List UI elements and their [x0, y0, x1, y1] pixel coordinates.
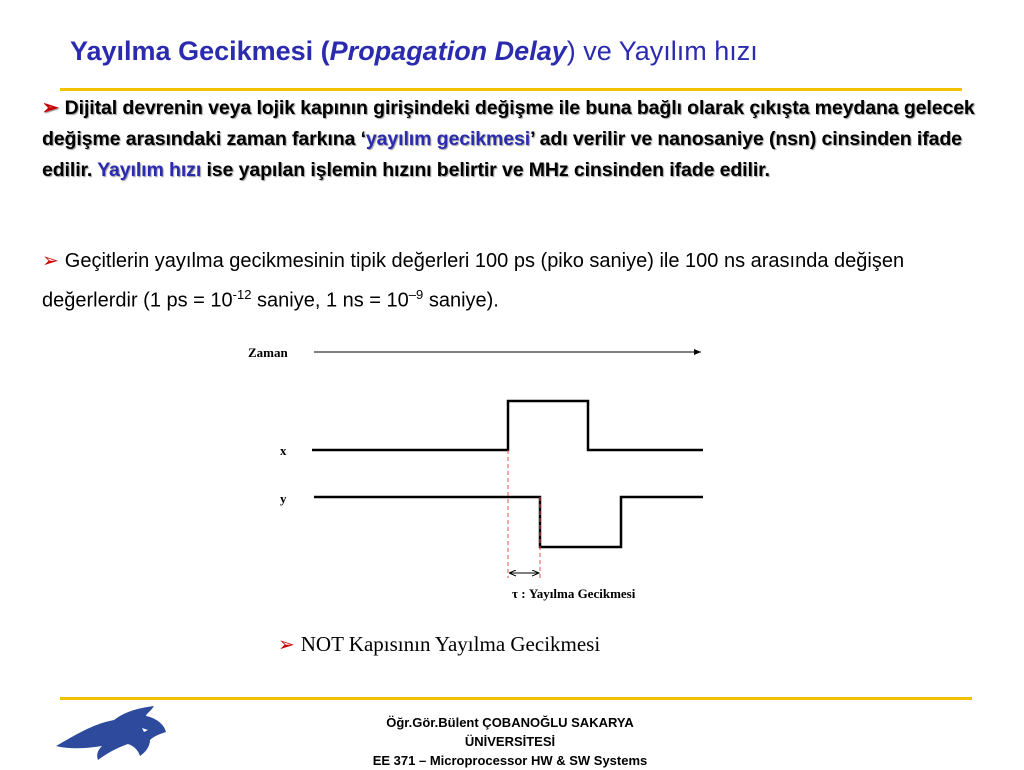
paragraph-2-text-a: Geçitlerin yayılma gecikmesinin tipik değerleri 100 ps (piko saniye) ile 100 ns arasında değişen değerlerdir (1 ps = 10	[42, 250, 905, 312]
tau-label: τ : Yayılma Gecikmesi	[512, 586, 636, 601]
paragraph-1-text-c: ise yapılan işlemin hızını belirtir ve MHz cinsinden ifade edilir.	[201, 159, 770, 181]
paragraph-1-text-b: ’ adı verilir ve nanosaniye (nsn) cinsinden ifade edilir.	[42, 128, 962, 181]
panther-logo-icon	[54, 702, 169, 762]
paragraph-2-sup-b: –9	[408, 287, 424, 302]
bullet-arrow-icon: ➢	[278, 634, 295, 656]
title-part3: )	[566, 36, 576, 66]
time-axis-label: Zaman	[248, 345, 288, 360]
footer-line-1: Öğr.Gör.Bülent ÇOBANOĞLU SAKARYA	[386, 715, 634, 730]
title-part2: Propagation Delay	[329, 36, 567, 66]
paragraph-1-highlight-a: yayılım gecikmesi	[365, 128, 531, 150]
paragraph-1-highlight-b: Yayılım hızı	[97, 159, 202, 181]
paragraph-2-sup-a: -12	[232, 287, 252, 302]
footer	[300, 713, 720, 770]
x-waveform	[312, 401, 703, 450]
bullet-arrow-icon: ➢	[42, 97, 59, 119]
paragraph-1-text-a: Dijital devrenin veya lojik kapının girişindeki değişme ile buna bağlı olarak çıkışta meydana gelecek değişme arasındaki zaman farkına ‘	[42, 97, 975, 150]
footer-line-3: EE 371 – Microprocessor HW & SW Systems	[372, 753, 648, 768]
figure-caption	[278, 632, 600, 657]
figure-caption-text: NOT Kapısının Yayılma Gecikmesi	[300, 632, 601, 656]
title-part4: ve Yayılım hızı	[575, 36, 758, 66]
paragraph-2-text-b: saniye, 1 ns = 10	[251, 289, 409, 312]
bottom-accent-rule	[60, 697, 972, 700]
title-part1: Yayılma Gecikmesi (	[70, 36, 330, 66]
y-signal-label: y	[280, 491, 287, 506]
x-signal-label: x	[280, 443, 287, 458]
footer-line-2: ÜNİVERSİTESİ	[464, 734, 556, 749]
paragraph-2-text-c: saniye).	[423, 289, 499, 312]
bullet-arrow-icon: ➢	[42, 250, 59, 272]
